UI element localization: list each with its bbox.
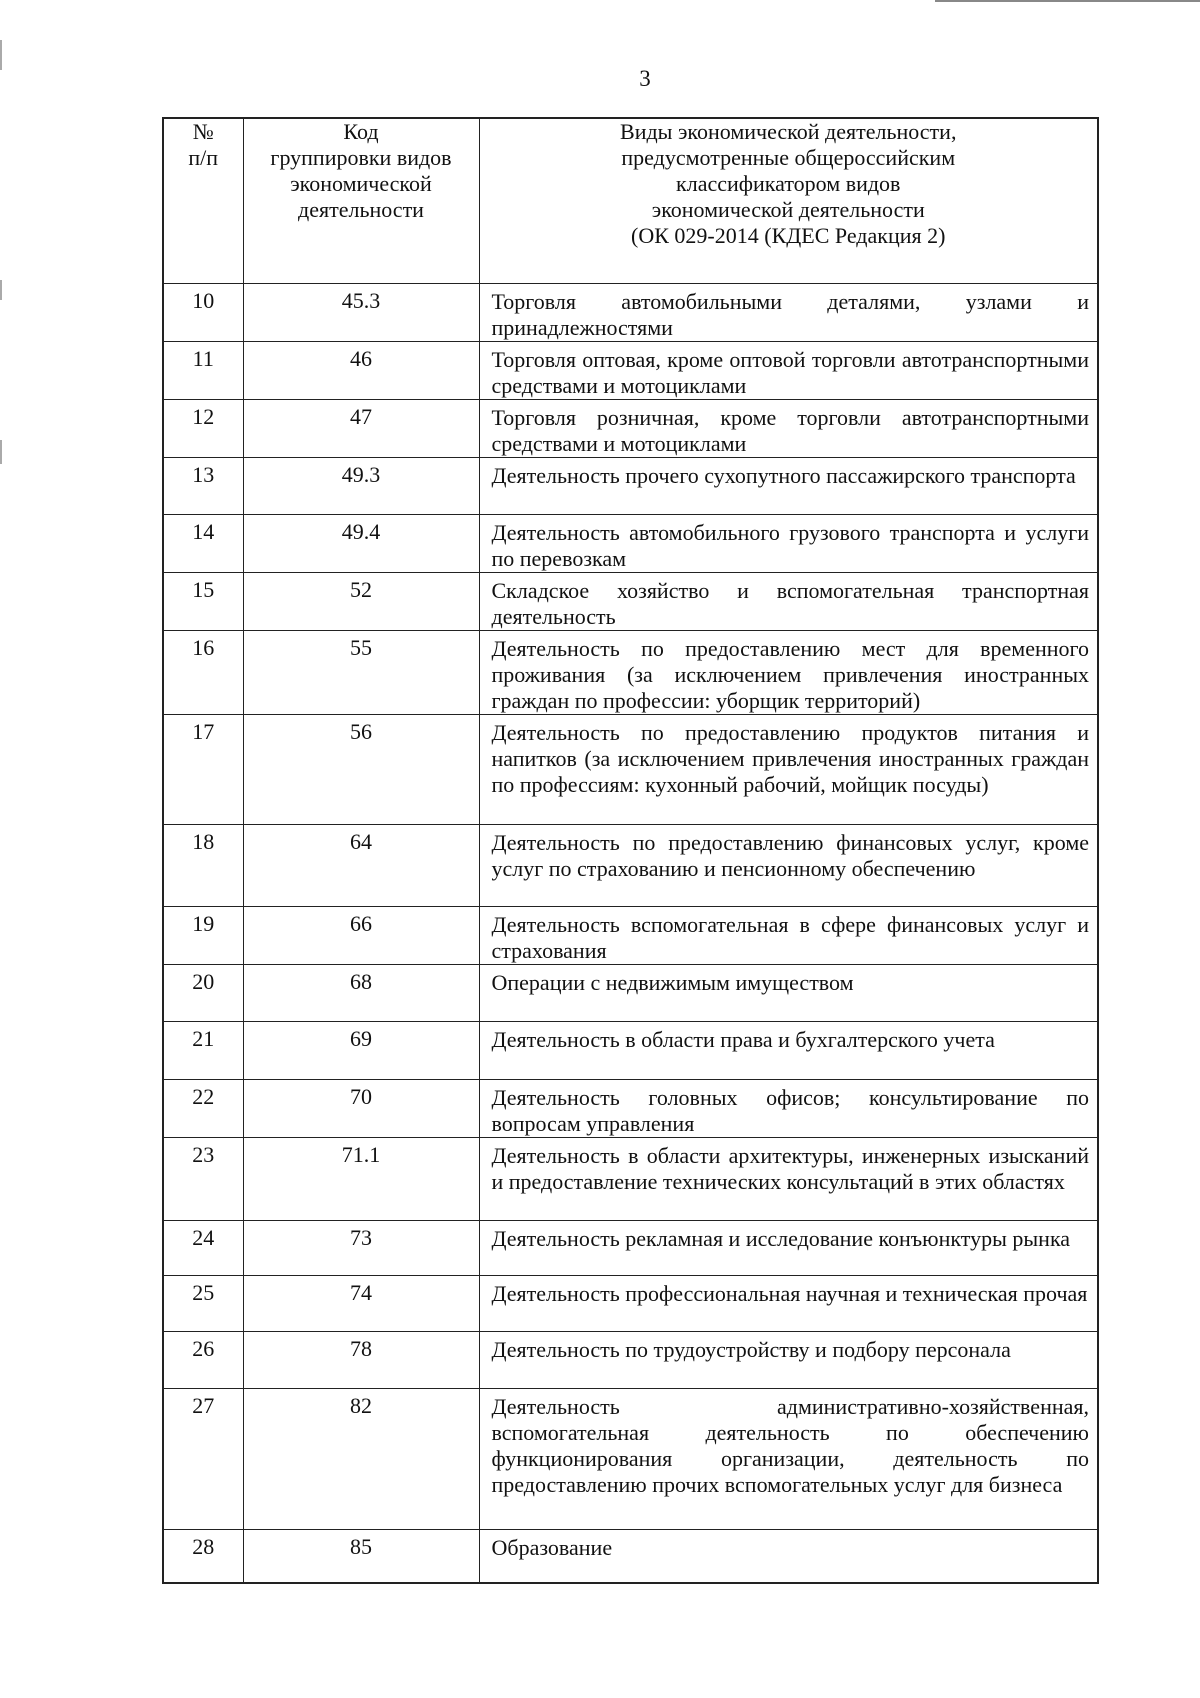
row-number-cell: 16 [163, 630, 243, 714]
activity-description-cell: Деятельность профессиональная научная и техническая прочая [479, 1275, 1098, 1331]
table-row [163, 1137, 1098, 1220]
activity-description-cell: Деятельность вспомогательная в сфере финансовых услуг и страхования [479, 906, 1098, 964]
activity-code-cell: 78 [243, 1331, 479, 1388]
table-row [163, 283, 1098, 341]
table-row [163, 1079, 1098, 1137]
activity-description-cell: Торговля оптовая, кроме оптовой торговли автотранспортными средствами и мотоциклами [479, 341, 1098, 399]
activity-code-cell: 49.3 [243, 457, 479, 514]
table-row [163, 1331, 1098, 1388]
table-row [163, 457, 1098, 514]
row-number-cell: 25 [163, 1275, 243, 1331]
row-number-cell: 18 [163, 824, 243, 906]
activity-code-cell: 68 [243, 964, 479, 1021]
row-number-cell: 10 [163, 283, 243, 341]
activity-description-cell: Складское хозяйство и вспомогательная транспортная деятельность [479, 572, 1098, 630]
activity-code-cell: 47 [243, 399, 479, 457]
header-description: Виды экономической деятельности, предусмотренные общероссийским классификатором видов экономической деятельности (ОК 029-2014 (КДЕС Редакция 2) [479, 118, 1098, 283]
activity-code-cell: 69 [243, 1021, 479, 1079]
scan-edge-mark [0, 440, 2, 464]
header-code: Код группировки видов экономической деятельности [243, 118, 479, 283]
row-number-cell: 19 [163, 906, 243, 964]
activity-code-cell: 55 [243, 630, 479, 714]
table-row [163, 1021, 1098, 1079]
activity-description-cell: Образование [479, 1529, 1098, 1583]
activity-code-cell: 82 [243, 1388, 479, 1529]
table-row [163, 1275, 1098, 1331]
activity-description-cell: Деятельность автомобильного грузового транспорта и услуги по перевозкам [479, 514, 1098, 572]
activity-code-cell: 71.1 [243, 1137, 479, 1220]
table-row [163, 1220, 1098, 1275]
row-number-cell: 12 [163, 399, 243, 457]
activity-description-cell: Деятельность в области архитектуры, инженерных изысканий и предоставление технических консультаций в этих областях [479, 1137, 1098, 1220]
activity-description-cell: Деятельность по предоставлению мест для временного проживания (за исключением привлечения иностранных граждан по профессии: уборщик территорий) [479, 630, 1098, 714]
page-number: 3 [639, 66, 651, 91]
table-row [163, 341, 1098, 399]
row-number-cell: 28 [163, 1529, 243, 1583]
table-row [163, 399, 1098, 457]
activity-description-cell: Торговля автомобильными деталями, узлами и принадлежностями [479, 283, 1098, 341]
activity-description-cell: Деятельность административно-хозяйственная, вспомогательная деятельность по обеспечению функционирования организации, деятельность по предоставлению прочих вспомогательных услуг для бизнеса [479, 1388, 1098, 1529]
table-row [163, 514, 1098, 572]
table-row [163, 906, 1098, 964]
activity-code-cell: 64 [243, 824, 479, 906]
activity-code-cell: 74 [243, 1275, 479, 1331]
activity-code-cell: 85 [243, 1529, 479, 1583]
table-row [163, 1529, 1098, 1583]
scan-edge-line [935, 0, 1200, 2]
activity-description-cell: Деятельность в области права и бухгалтерского учета [479, 1021, 1098, 1079]
row-number-cell: 24 [163, 1220, 243, 1275]
activity-code-cell: 56 [243, 714, 479, 824]
activity-code-cell: 66 [243, 906, 479, 964]
row-number-cell: 20 [163, 964, 243, 1021]
table-row [163, 1388, 1098, 1529]
activity-description-cell: Торговля розничная, кроме торговли автотранспортными средствами и мотоциклами [479, 399, 1098, 457]
activity-table [162, 117, 1099, 1584]
activity-description-cell: Деятельность по предоставлению продуктов питания и напитков (за исключением привлечения иностранных граждан по профессиям: кухонный рабочий, мойщик посуды) [479, 714, 1098, 824]
row-number-cell: 17 [163, 714, 243, 824]
row-number-cell: 14 [163, 514, 243, 572]
row-number-cell: 15 [163, 572, 243, 630]
table-header-row [163, 118, 1098, 283]
activity-description-cell: Деятельность по предоставлению финансовых услуг, кроме услуг по страхованию и пенсионному обеспечению [479, 824, 1098, 906]
activity-code-cell: 73 [243, 1220, 479, 1275]
activity-description-cell: Деятельность рекламная и исследование конъюнктуры рынка [479, 1220, 1098, 1275]
row-number-cell: 27 [163, 1388, 243, 1529]
activity-description-cell: Деятельность головных офисов; консультирование по вопросам управления [479, 1079, 1098, 1137]
table-row [163, 714, 1098, 824]
activity-description-cell: Операции с недвижимым имуществом [479, 964, 1098, 1021]
scan-edge-mark [0, 280, 2, 300]
activity-code-cell: 70 [243, 1079, 479, 1137]
activity-code-cell: 46 [243, 341, 479, 399]
row-number-cell: 23 [163, 1137, 243, 1220]
table-row [163, 630, 1098, 714]
activity-code-cell: 52 [243, 572, 479, 630]
activity-description-cell: Деятельность прочего сухопутного пассажирского транспорта [479, 457, 1098, 514]
header-num: № п/п [163, 118, 243, 283]
activity-description-cell: Деятельность по трудоустройству и подбору персонала [479, 1331, 1098, 1388]
activity-code-cell: 49.4 [243, 514, 479, 572]
table-row [163, 964, 1098, 1021]
row-number-cell: 21 [163, 1021, 243, 1079]
table-row [163, 572, 1098, 630]
row-number-cell: 13 [163, 457, 243, 514]
row-number-cell: 26 [163, 1331, 243, 1388]
row-number-cell: 11 [163, 341, 243, 399]
activity-code-cell: 45.3 [243, 283, 479, 341]
table-row [163, 824, 1098, 906]
row-number-cell: 22 [163, 1079, 243, 1137]
